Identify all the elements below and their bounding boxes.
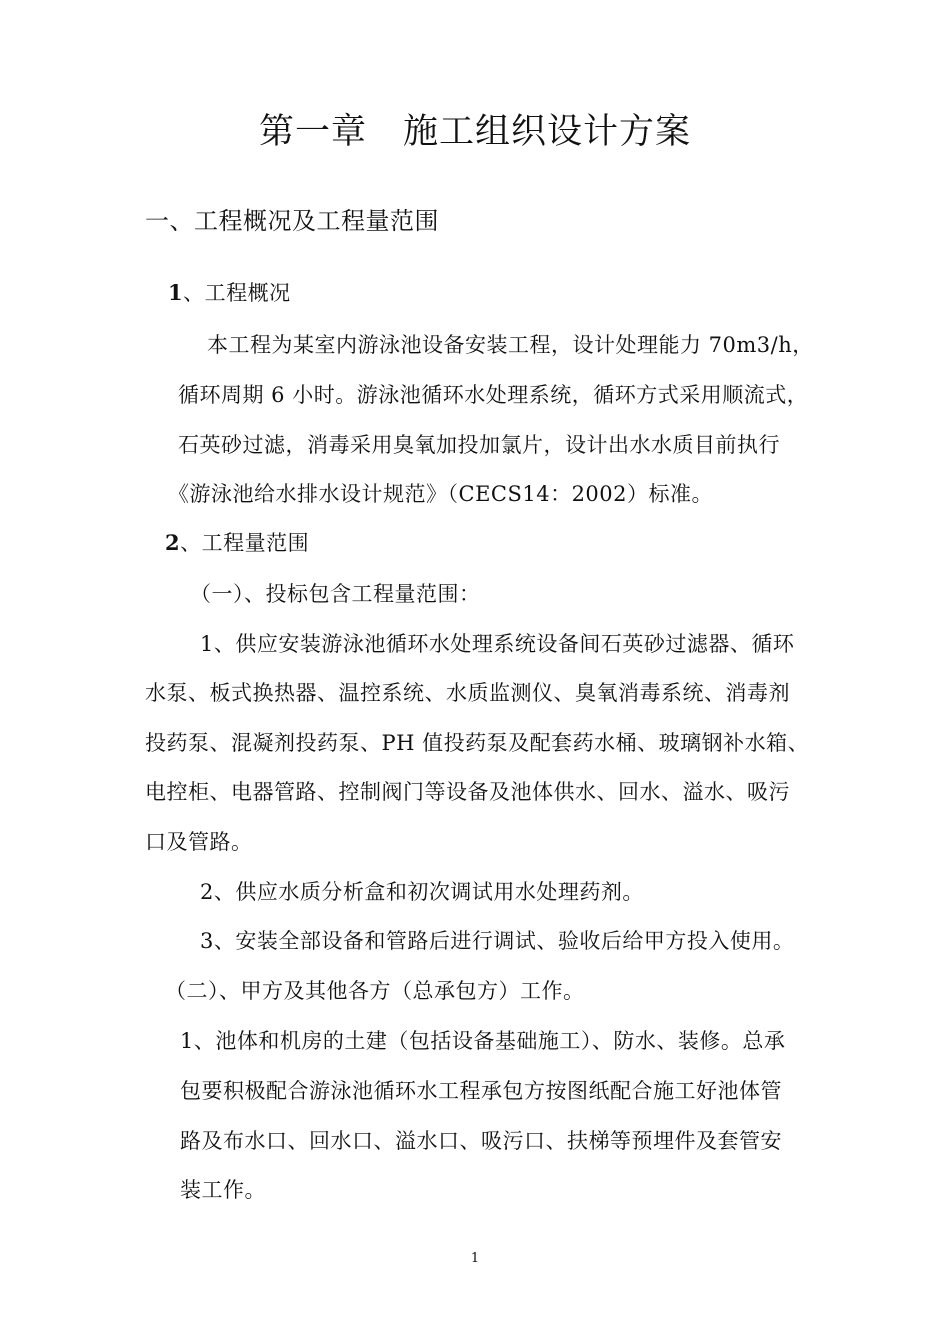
paragraph-line: 电控柜、电器管路、控制阀门等设备及池体供水、回水、溢水、吸污 — [145, 780, 790, 804]
subsection-heading-overview — [168, 278, 291, 308]
paragraph-line: 投药泵、混凝剂投药泵、PH 值投药泵及配套药水桶、玻璃钢补水箱、 — [145, 731, 810, 755]
paragraph-line: 水泵、板式换热器、温控系统、水质监测仪、臭氧消毒系统、消毒剂 — [145, 681, 790, 705]
chapter-title: 第一章 施工组织设计方案 — [258, 112, 691, 152]
paragraph-line: 石英砂过滤，消毒采用臭氧加投加氯片，设计出水水质目前执行 — [178, 433, 780, 457]
paragraph-line: 口及管路。 — [145, 830, 253, 854]
paragraph-line: 2、供应水质分析盒和初次调试用水处理药剂。 — [200, 880, 644, 904]
page-number: 1 — [470, 1251, 480, 1266]
subsection-label: 、工程量范围 — [180, 531, 310, 555]
paragraph-line: 1、供应安装游泳池循环水处理系统设备间石英砂过滤器、循环 — [200, 632, 795, 656]
subsection-number: 1 — [168, 280, 184, 305]
paragraph-line: 《游泳池给水排水设计规范》（CECS14：2002）标准。 — [168, 482, 714, 506]
paragraph-line: 包要积极配合游泳池循环水工程承包方按图纸配合施工好池体管 — [180, 1079, 782, 1103]
scope-heading-included: （一）、投标包含工程量范围： — [190, 582, 481, 606]
paragraph-line: 1、池体和机房的土建（包括设备基础施工）、防水、装修。总承 — [180, 1029, 786, 1053]
paragraph-line: 循环周期 6 小时。游泳池循环水处理系统，循环方式采用顺流式， — [178, 383, 809, 407]
paragraph-line: 3、安装全部设备和管路后进行调试、验收后给甲方投入使用。 — [200, 929, 795, 953]
section-heading: 一、工程概况及工程量范围 — [145, 207, 439, 235]
subsection-number: 2 — [165, 530, 181, 555]
subsection-label: 、工程概况 — [183, 281, 291, 305]
paragraph-line: 装工作。 — [180, 1178, 266, 1202]
paragraph-line: 本工程为某室内游泳池设备安装工程，设计处理能力 70m3/h， — [207, 333, 814, 357]
paragraph-line: 路及布水口、回水口、溢水口、吸污口、扶梯等预埋件及套管安 — [180, 1129, 782, 1153]
scope-heading-owner: （二）、甲方及其他各方（总承包方）工作。 — [165, 979, 585, 1003]
subsection-heading-scope — [165, 528, 309, 558]
